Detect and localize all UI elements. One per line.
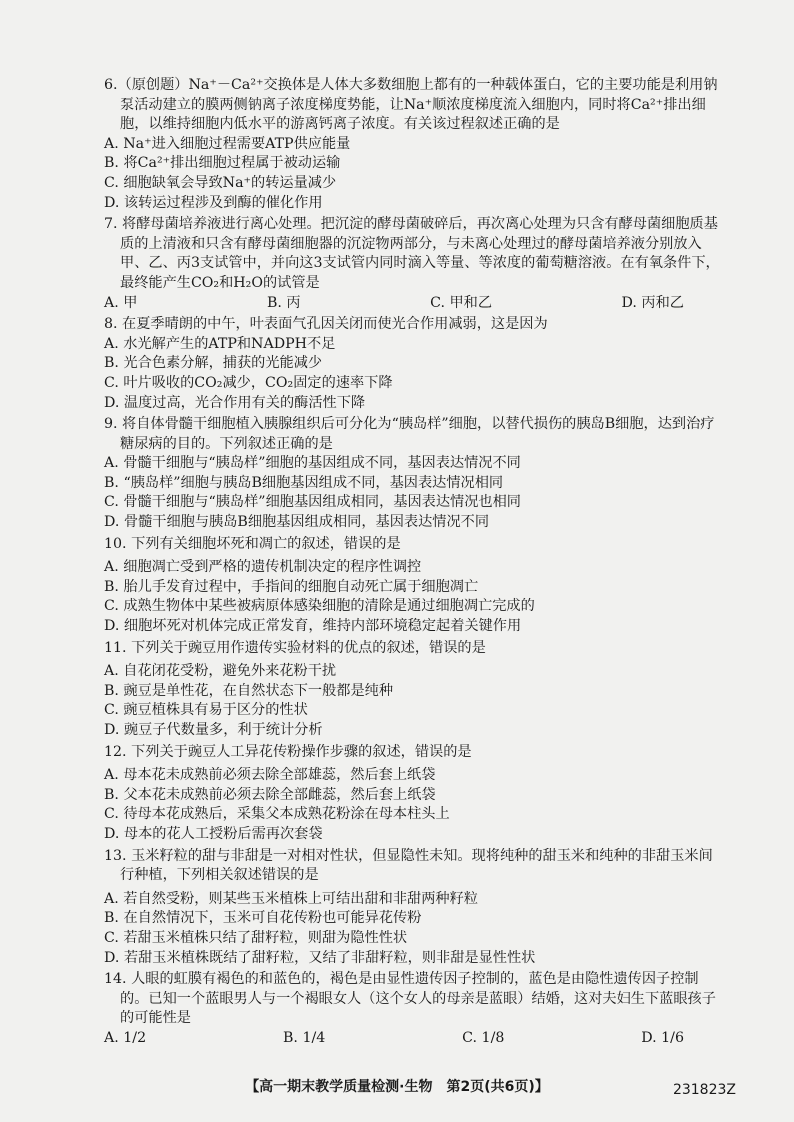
question-12 xyxy=(104,743,724,845)
option-d: D. 若甜玉米植株既结了甜籽粒，又结了非甜籽粒，则非甜是显性性状 xyxy=(104,949,536,966)
question-stem: 8. 在夏季晴朗的中午，叶表面气孔因关闭而使光合作用减弱，这是因为 xyxy=(104,316,548,333)
question-stem: 14. 人眼的虹膜有褐色的和蓝色的，褐色是由显性遗传因子控制的，蓝色是由隐性遗传因子控制的。已知一个蓝眼男人与一个褐眼女人（这个女人的母亲是蓝眼）结婚，这对夫妇生下蓝眼孩子的可能性是 xyxy=(104,971,716,1027)
option-b: B. 豌豆是单性花，在自然状态下一般都是纯种 xyxy=(104,682,394,699)
option-d: D. 骨髓干细胞与胰岛B细胞基因组成相同，基因表达情况不同 xyxy=(104,514,490,531)
question-14 xyxy=(104,970,724,1048)
option-a: A. Na⁺进入细胞过程需要ATP供应能量 xyxy=(104,135,351,152)
question-6 xyxy=(104,76,724,213)
question-10 xyxy=(104,535,724,637)
option-a: A. 水光解产生的ATP和NADPH不足 xyxy=(104,335,336,352)
options-row xyxy=(104,294,724,314)
exam-code: 231823Z xyxy=(672,1082,736,1098)
option-b: B. 光合色素分解，捕获的光能减少 xyxy=(104,355,323,372)
option-c: C. 成熟生物体中某些被病原体感染细胞的清除是通过细胞凋亡完成的 xyxy=(104,598,535,615)
question-stem: 7. 将酵母菌培养液进行离心处理。把沉淀的酵母菌破碎后，再次离心处理为只含有酵母菌细胞质基质的上清液和只含有酵母菌细胞器的沉淀物两部分，与未离心处理过的酵母菌培养液分别放入甲、乙、丙3支试管中，并向这3支试管内同时滴入等量、等浓度的葡萄糖溶液。在有氧条件下，最终能产生CO₂和H₂O的试管是 xyxy=(104,216,720,291)
question-stem: 10. 下列有关细胞坏死和凋亡的叙述，错误的是 xyxy=(104,535,401,552)
question-stem: 12. 下列关于豌豆人工异花传粉操作步骤的叙述，错误的是 xyxy=(104,743,472,760)
question-stem: 13. 玉米籽粒的甜与非甜是一对相对性状，但显隐性未知。现将纯种的甜玉米和纯种的非甜玉米间行种植，下列相关叙述错误的是 xyxy=(104,847,713,884)
option-d: D. 豌豆子代数量多，利于统计分析 xyxy=(104,722,323,738)
page-footer: 【高一期末教学质量检测·生物 第2页(共6页)】 xyxy=(245,1079,549,1095)
option-b: B. 胎儿手发育过程中，手指间的细胞自动死亡属于细胞凋亡 xyxy=(104,578,479,595)
option-b: B. “胰岛样”细胞与胰岛B细胞基因组成不同，基因表达情况相同 xyxy=(104,474,504,491)
option-d: D. 1/6 xyxy=(641,1029,684,1046)
question-stem: 6.（原创题）Na⁺－Ca²⁺交换体是人体大多数细胞上都有的一种载体蛋白，它的主要功能是利用钠泵活动建立的膜两侧钠离子浓度梯度势能，让Na⁺顺浓度梯度流入细胞内，同时将Ca²⁺排出细胞，以维持细胞内低水平的游离钙离子浓度。有关该过程叙述正确的是 xyxy=(104,77,718,133)
option-c: C. 叶片吸收的CO₂减少，CO₂固定的速率下降 xyxy=(104,374,393,391)
question-11 xyxy=(104,639,724,741)
question-9 xyxy=(104,415,724,533)
option-a: A. 骨髓干细胞与“胰岛样”细胞的基因组成不同，基因表达情况不同 xyxy=(104,455,521,472)
option-d: D. 温度过高，光合作用有关的酶活性下降 xyxy=(104,394,366,411)
option-b: B. 父本花未成熟前必须去除全部雌蕊，然后套上纸袋 xyxy=(104,786,436,803)
option-a: A. 甲 xyxy=(104,294,138,311)
question-13 xyxy=(104,847,724,969)
option-c: C. 1/8 xyxy=(462,1029,505,1046)
option-c: C. 豌豆植株具有易于区分的性状 xyxy=(104,702,308,719)
options-row xyxy=(104,1029,724,1049)
option-d: D. 母本的花人工授粉后需再次套袋 xyxy=(104,825,323,842)
option-a: A. 1/2 xyxy=(104,1029,147,1046)
option-d: D. 细胞坏死对机体完成正常发育，维持内部环境稳定起着关键作用 xyxy=(104,618,522,635)
option-a: A. 自花闭花受粉，避免外来花粉干扰 xyxy=(104,663,337,680)
question-8 xyxy=(104,315,724,413)
option-d: D. 该转运过程涉及到酶的催化作用 xyxy=(104,194,323,211)
option-b: B. 在自然情况下，玉米可自花传粉也可能异花传粉 xyxy=(104,910,422,927)
option-c: C. 细胞缺氧会导致Na⁺的转运量减少 xyxy=(104,174,337,191)
option-a: A. 若自然受粉，则某些玉米植株上可结出甜和非甜两种籽粒 xyxy=(104,890,478,907)
option-c: C. 待母本花成熟后，采集父本成熟花粉涂在母本柱头上 xyxy=(104,806,450,823)
question-stem: 9. 将自体骨髓干细胞植入胰腺组织后可分化为“胰岛样”细胞，以替代损伤的胰岛B细胞，达到治疗糖尿病的目的。下列叙述正确的是 xyxy=(104,416,715,452)
option-c: C. 甲和乙 xyxy=(430,294,493,311)
option-c: C. 若甜玉米植株只结了甜籽粒，则甜为隐性性状 xyxy=(104,929,408,946)
question-stem: 11. 下列关于豌豆用作遗传实验材料的优点的叙述，错误的是 xyxy=(104,639,486,656)
option-a: A. 细胞凋亡受到严格的遗传机制决定的程序性调控 xyxy=(104,559,422,576)
question-7 xyxy=(104,215,724,313)
option-b: B. 1/4 xyxy=(283,1029,326,1046)
option-a: A. 母本花未成熟前必须去除全部雄蕊，然后套上纸袋 xyxy=(104,767,436,784)
option-d: D. 丙和乙 xyxy=(621,294,684,311)
option-c: C. 骨髓干细胞与“胰岛样”细胞基因组成相同，基因表达情况也相同 xyxy=(104,494,521,511)
option-b: B. 将Ca²⁺排出细胞过程属于被动运输 xyxy=(104,155,341,172)
option-b: B. 丙 xyxy=(266,294,301,311)
